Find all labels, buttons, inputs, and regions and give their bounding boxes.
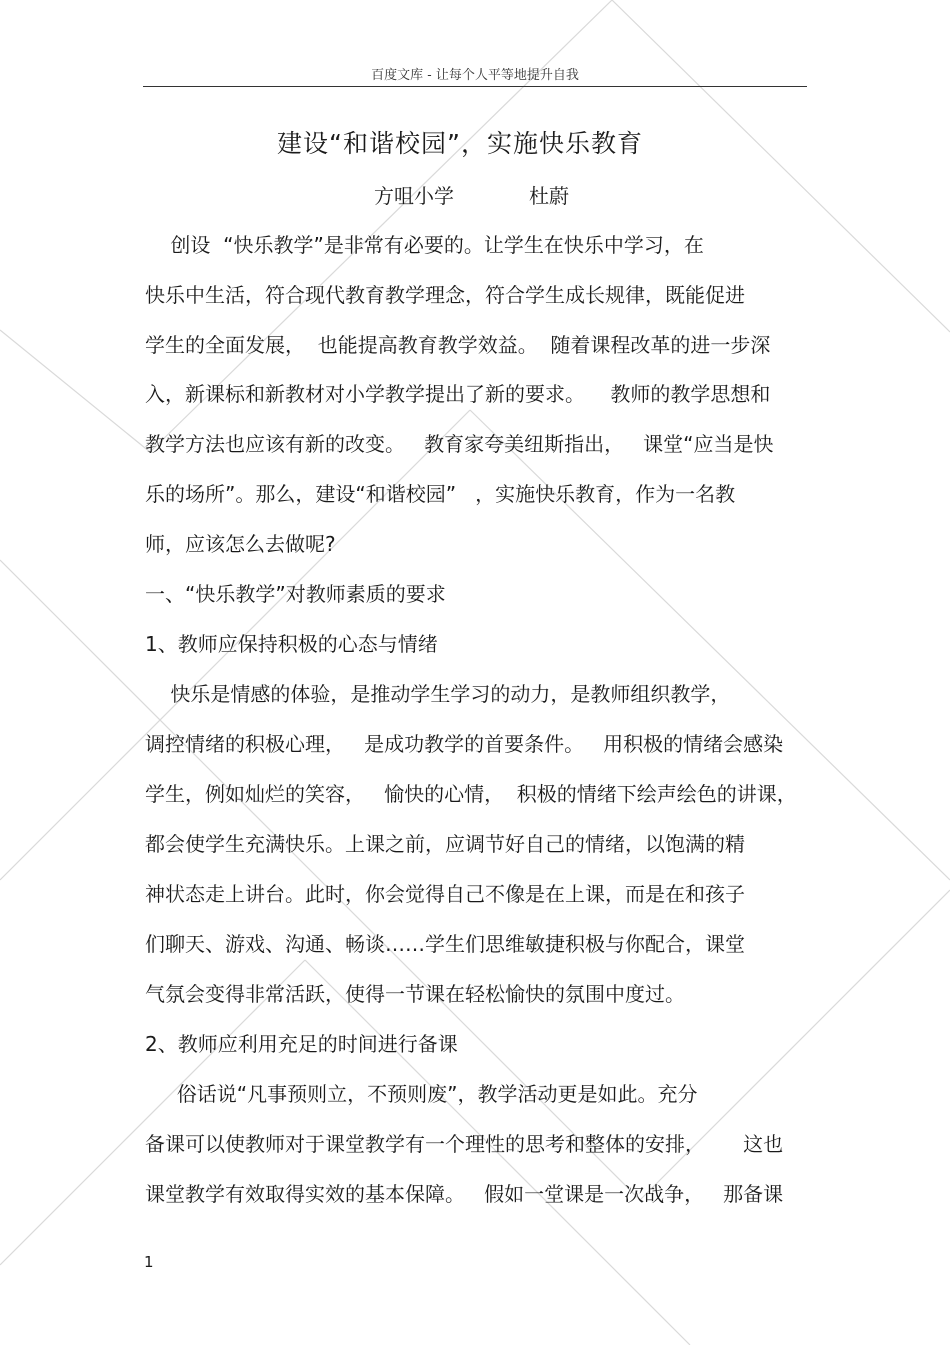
body-line: 气氛会变得非常活跃，使得一节课在轻松愉快的氛围中度过。 [145,982,685,1006]
author-school: 方咀小学 [374,184,454,208]
body-line: 入，新课标和新教材对小学教学提出了新的要求。 教师的教学思想和 [145,382,771,406]
subsection-heading: 1、教师应保持积极的心态与情绪 [145,632,438,656]
page-header: 百度文库 - 让每个人平等地提升自我 [371,68,579,83]
body-line: 教学方法也应该有新的改变。 教育家夸美纽斯指出， 课堂“应当是快 [145,432,774,456]
body-line: 师，应该怎么去做呢? [145,532,336,556]
body-line: 都会使学生充满快乐。上课之前，应调节好自己的情绪，以饱满的精 [145,832,745,856]
document-title: 建设“和谐校园”，实施快乐教育 [277,129,643,158]
body-line: 学生，例如灿烂的笑容， 愉快的心情， 积极的情绪下绘声绘色的讲课， [145,782,797,806]
body-line: 调控情绪的积极心理， 是成功教学的首要条件。 用积极的情绪会感染 [145,732,784,756]
body-line: 们聊天、游戏、沟通、畅谈……学生们思维敏捷积极与你配合，课堂 [145,932,745,956]
body-line: 学生的全面发展， 也能提高教育教学效益。 随着课程改革的进一步深 [145,333,771,357]
section-heading: 一、“快乐教学”对教师素质的要求 [145,582,446,606]
body-line: 备课可以使教师对于课堂教学有一个理性的思考和整体的安排， 这也 [145,1132,784,1156]
body-line: 快乐中生活，符合现代教育教学理念，符合学生成长规律，既能促进 [145,283,745,307]
author-name: 杜蔚 [529,184,569,208]
body-line: 乐的场所”。那么，建设“和谐校园” ，实施快乐教育，作为一名教 [145,482,736,506]
header-divider [143,86,807,87]
body-line: 快乐是情感的体验，是推动学生学习的动力，是教师组织教学， [145,682,731,706]
body-line: 俗话说“凡事预则立，不预则废”，教学活动更是如此。充分 [145,1082,698,1106]
page-number: 1 [144,1253,154,1271]
body-line: 课堂教学有效取得实效的基本保障。 假如一堂课是一次战争， 那备课 [145,1182,784,1206]
body-line: 神状态走上讲台。此时，你会觉得自己不像是在上课，而是在和孩子 [145,882,745,906]
body-line: 创设 “快乐教学”是非常有必要的。让学生在快乐中学习，在 [145,233,704,257]
subsection-heading: 2、教师应利用充足的时间进行备课 [145,1032,458,1056]
